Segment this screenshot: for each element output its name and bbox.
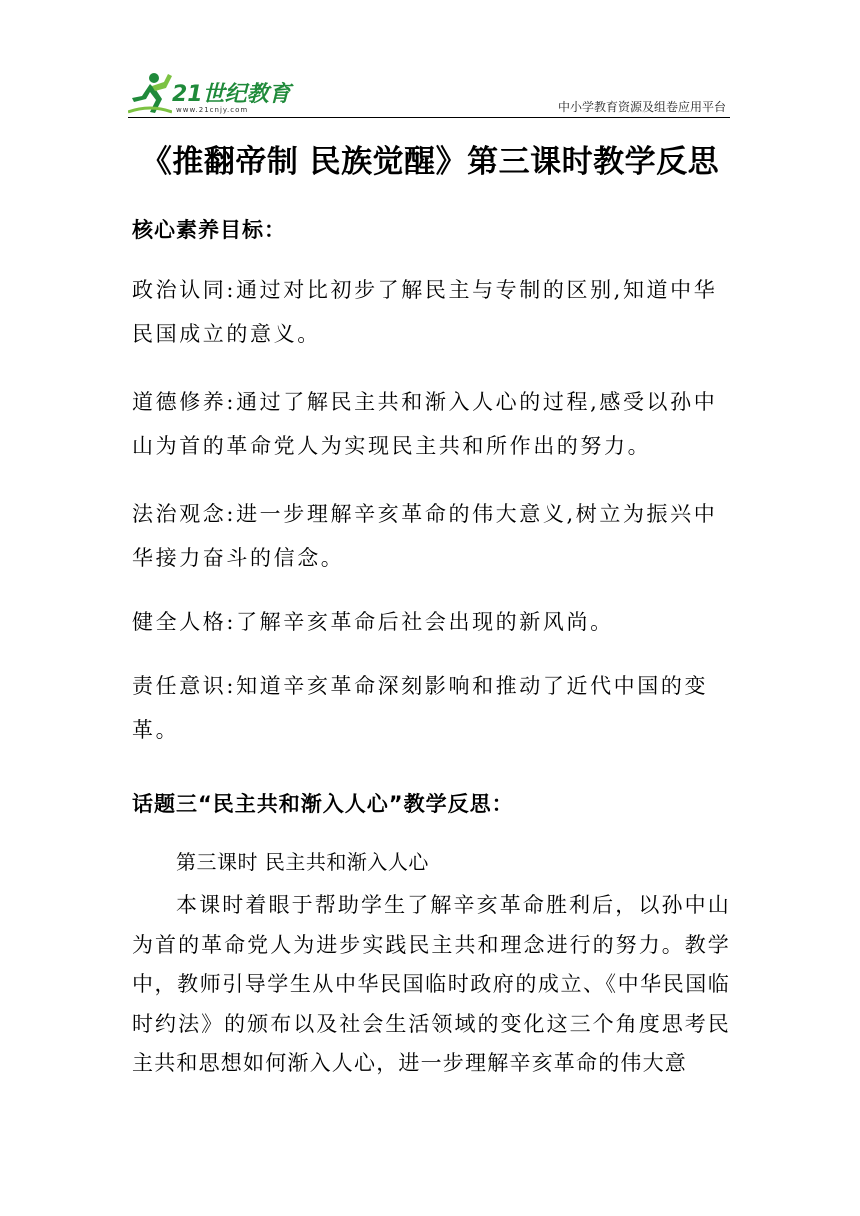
goal-item xyxy=(132,492,732,580)
goal-label: 责任意识: xyxy=(132,674,237,698)
core-goals-heading: 核心素养目标： xyxy=(132,218,286,242)
goal-label: 道德修养: xyxy=(132,390,237,414)
reflection-paragraph: 本课时着眼于帮助学生了解辛亥革命胜利后，以孙中山为首的革命党人为进步实践民主共和理念进行的努力。教学中，教师引导学生从中华民国临时政府的成立、《中华民国临时约法》的颁布以及社会生活领域的变化这三个角度思考民主共和思想如何渐入人心，进一步理解辛亥革命的伟大意 xyxy=(132,893,730,1076)
goal-text: 通过对比初步了解民主与专制的区别,知道中华民国成立的意义。 xyxy=(132,278,718,346)
header-tagline: 中小学教育资源及组卷应用平台 xyxy=(557,100,726,114)
goal-text: 了解辛亥革命后社会出现的新风尚。 xyxy=(236,610,614,634)
runner-logo-icon xyxy=(128,68,172,118)
logo-brand-text: 21世纪教育 xyxy=(172,82,291,107)
goal-item xyxy=(132,268,732,356)
logo-url-text: www.21cnjy.com xyxy=(176,106,249,114)
goal-text: 知道辛亥革命深刻影响和推动了近代中国的变革。 xyxy=(132,674,709,742)
goal-text: 通过了解民主共和渐入人心的过程,感受以孙中山为首的革命党人为实现民主共和所作出的努力。 xyxy=(132,390,718,458)
goal-item xyxy=(132,600,732,644)
goal-item xyxy=(132,664,732,752)
logo xyxy=(128,68,298,118)
goal-text: 进一步理解辛亥革命的伟大意义,树立为振兴中华接力奋斗的信念。 xyxy=(132,502,718,570)
header-divider xyxy=(128,117,730,118)
goal-label: 政治认同: xyxy=(132,278,237,302)
goal-item xyxy=(132,380,732,468)
reflection-heading: 话题三“民主共和渐入人心”教学反思： xyxy=(132,792,514,816)
lesson-subtitle: 第三课时 民主共和渐入人心 xyxy=(176,850,429,874)
page-header xyxy=(128,68,730,120)
goal-label: 健全人格: xyxy=(132,610,237,634)
document-title: 《推翻帝制 民族觉醒》第三课时教学反思 xyxy=(140,144,720,180)
goal-label: 法治观念: xyxy=(132,502,237,526)
